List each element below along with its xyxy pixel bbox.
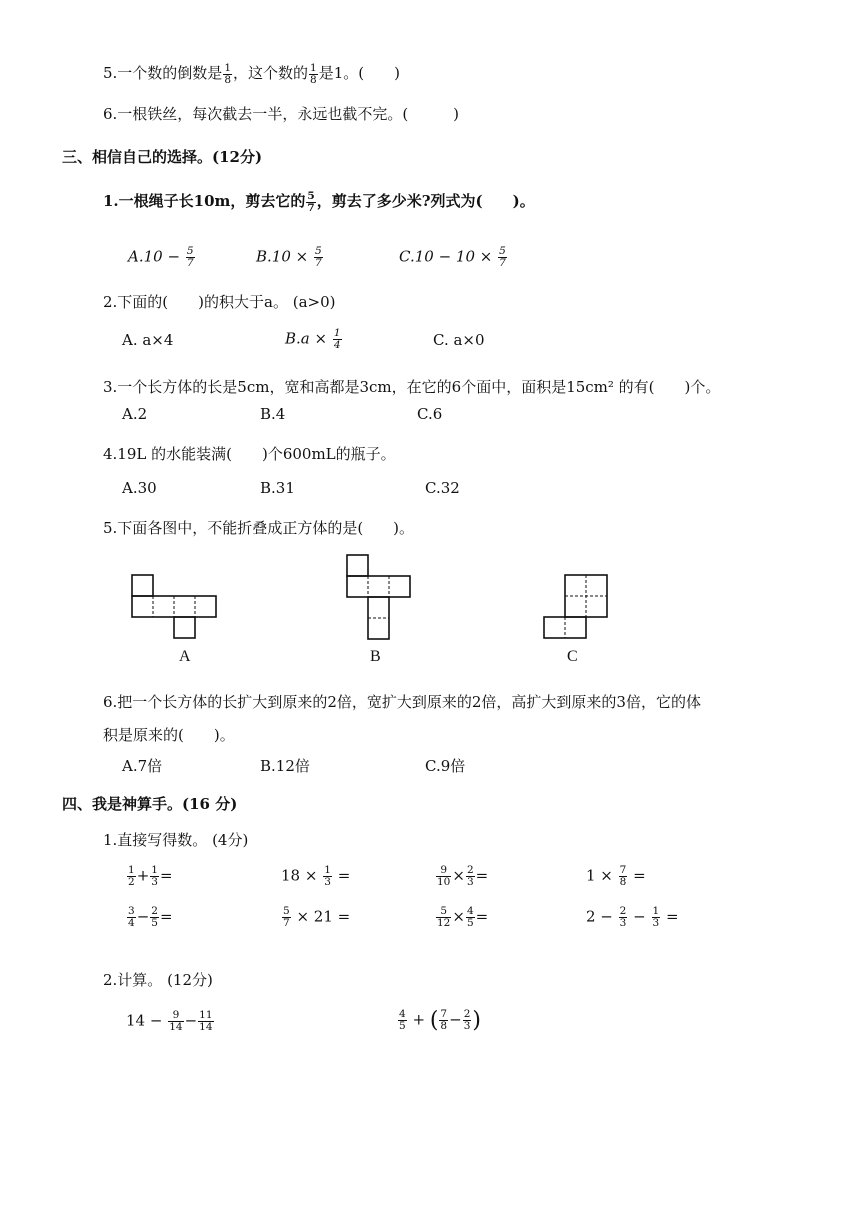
q2-option-b: B.a × $\frac{1}{4}$ <box>285 327 341 351</box>
fraction: $\frac{1}{8}$ <box>310 61 317 86</box>
net-label-a: A <box>179 648 191 665</box>
net-label-b: B <box>370 648 381 665</box>
choice-q1: 1.一根绳子长10m，剪去它的 $\frac{5}{7}$ ，剪去了多少米?列式为( )。 <box>103 189 535 214</box>
choice-q2: 2.下面的( )的积大于a。 (a>0) <box>103 293 336 311</box>
choice-q6-line2: 积是原来的( )。 <box>103 726 235 744</box>
calc-8: 2 − $\frac{2}{3}$ − $\frac{1}{3}$ = <box>586 905 679 929</box>
fraction: $\frac{5}{7}$ <box>307 189 315 214</box>
calc-7: $\frac{5}{12}$ × $\frac{4}{5}$ = <box>437 905 489 929</box>
calc-2: 18 × $\frac{1}{3}$ = <box>281 864 351 888</box>
cube-net-a <box>130 573 220 641</box>
calc-3: $\frac{9}{10}$ × $\frac{2}{3}$ = <box>437 864 489 888</box>
q1-option-a: A.10 − $\frac{5}{7}$ <box>128 245 194 269</box>
mental-calc-title: 1.直接写得数。 (4分) <box>103 831 249 849</box>
cube-net-c <box>542 573 610 641</box>
calc-4: 1 × $\frac{7}{8}$ = <box>586 864 646 888</box>
q3-option-b: B.4 <box>260 405 286 423</box>
q6-option-a: A.7倍 <box>122 757 163 775</box>
fraction: $\frac{1}{8}$ <box>224 61 231 86</box>
calc-5: $\frac{3}{4}$ − $\frac{2}{5}$ = <box>128 905 173 929</box>
q3-option-c: C.6 <box>417 405 443 423</box>
section4-heading: 四、我是神算手。(16 分) <box>62 795 238 813</box>
q2-option-c: C. a×0 <box>433 331 485 349</box>
judge-q5: 5.一个数的倒数是 $\frac{1}{8}$ ，这个数的 $\frac{1}{8}$ 是1。( ) <box>103 61 400 86</box>
q4-option-a: A.30 <box>122 479 157 497</box>
calc-10: $\frac{4}{5}$ + ( $\frac{7}{8}$ − $\frac{2}{3}$ ) <box>399 1008 481 1033</box>
net-label-c: C <box>567 648 578 665</box>
cube-net-b <box>345 553 413 641</box>
choice-q3: 3.一个长方体的长是5cm，宽和高都是3cm，在它的6个面中，面积是15cm² 的有( )个。 <box>103 378 721 396</box>
judge-q6: 6.一根铁丝，每次截去一半，永远也截不完。( ) <box>103 105 460 123</box>
calc-9: 14 − $\frac{9}{14}$ − $\frac{11}{14}$ <box>126 1009 213 1033</box>
q4-option-b: B.31 <box>260 479 295 497</box>
calc-title: 2.计算。 (12分) <box>103 971 213 989</box>
choice-q6-line1: 6.把一个长方体的长扩大到原来的2倍，宽扩大到原来的2倍，高扩大到原来的3倍，它的体 <box>103 693 701 711</box>
calc-1: $\frac{1}{2}$ + $\frac{1}{3}$ = <box>128 864 173 888</box>
q2-option-a: A. a×4 <box>122 331 174 349</box>
choice-q4: 4.19L 的水能装满( )个600mL的瓶子。 <box>103 445 396 463</box>
q6-option-c: C.9倍 <box>425 757 466 775</box>
q4-option-c: C.32 <box>425 479 460 497</box>
q1-option-c: C.10 − 10 × $\frac{5}{7}$ <box>399 245 506 269</box>
q3-option-a: A.2 <box>122 405 148 423</box>
choice-q5: 5.下面各图中，不能折叠成正方体的是( )。 <box>103 519 415 537</box>
q6-option-b: B.12倍 <box>260 757 310 775</box>
calc-6: $\frac{5}{7}$ × 21 = <box>283 905 351 929</box>
q1-option-b: B.10 × $\frac{5}{7}$ <box>256 245 322 269</box>
section3-heading: 三、相信自己的选择。(12分) <box>62 148 263 166</box>
